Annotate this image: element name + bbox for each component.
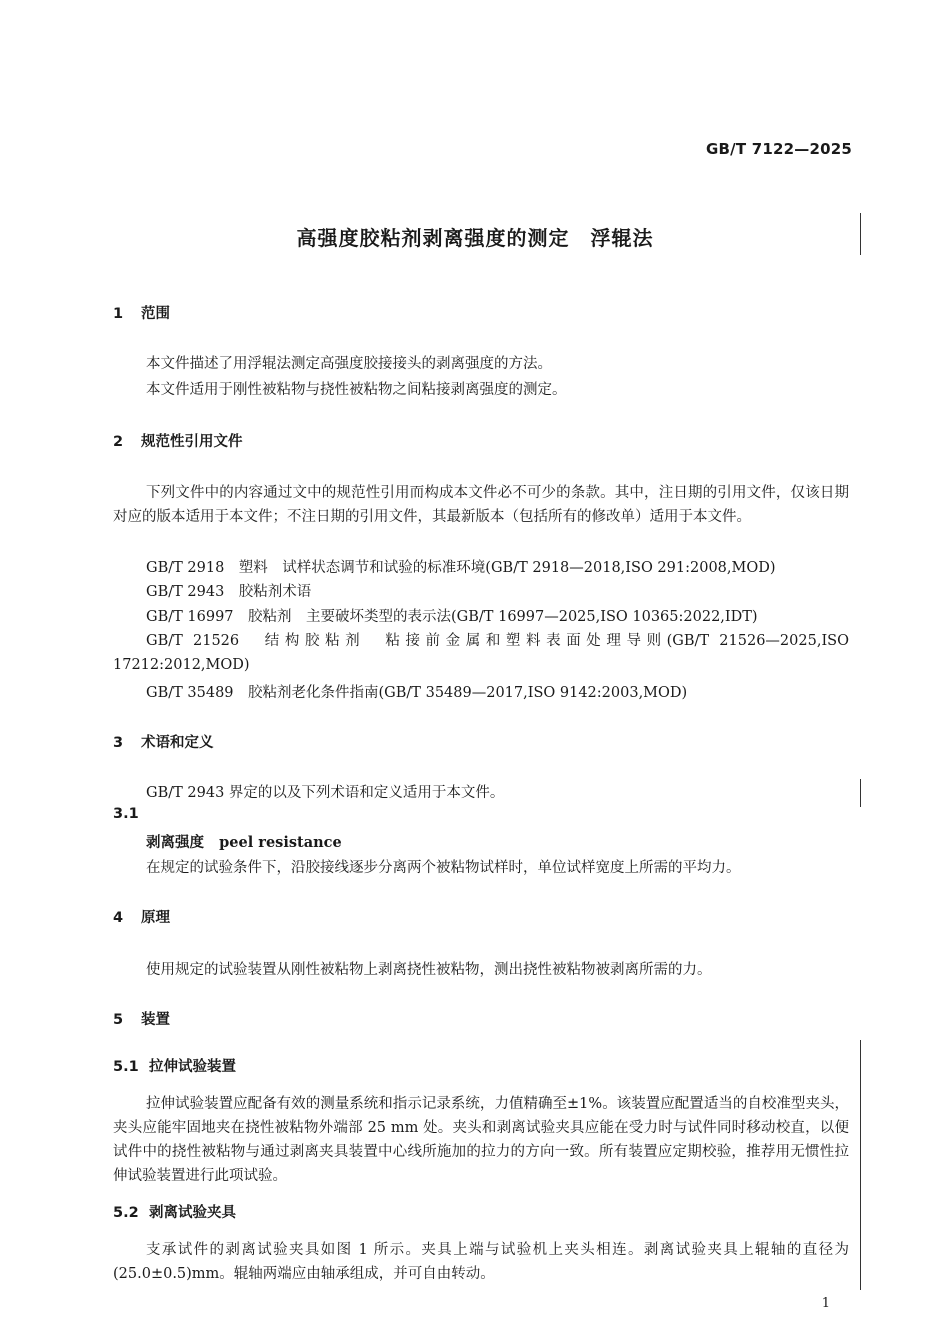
section-number: 4 <box>113 910 124 926</box>
standard-number: GB/T 7122—2025 <box>706 140 852 158</box>
term-number: 3.1 <box>113 806 139 822</box>
subsection-5-1-heading <box>113 1055 236 1076</box>
subsection-number: 5.1 <box>113 1059 139 1075</box>
section-2-intro: 下列文件中的内容通过文中的规范性引用而构成本文件必不可少的条款。其中，注日期的引用文件，仅该日期对应的版本适用于本文件；不注日期的引用文件，其最新版本（包括所有的修改单）适用于本文件。 <box>113 485 849 525</box>
document-title: 高强度胶粘剂剥离强度的测定 浮辊法 <box>296 226 654 250</box>
section-4-paragraph: 使用规定的试验装置从刚性被粘物上剥离挠性被粘物，测出挠性被粘物被剥离所需的力。 <box>146 962 712 978</box>
reference-item: GB/T 21526 结构胶粘剂 粘接前金属和塑料表面处理导则(GB/T 21526—2025,ISO 17212:2012,MOD) <box>113 633 849 673</box>
section-4-heading <box>113 906 170 927</box>
change-bar <box>860 213 861 255</box>
subsection-5-1-paragraph: 拉伸试验装置应配备有效的测量系统和指示记录系统，力值精确至±1%。该装置应配置适当的自校准型夹头，夹头应能牢固地夹在挠性被粘物外端部 25 mm 处。夹头和剥离试验夹具应能在受力时与试件同时移动校直，以便试件中的挠性被粘物与通过剥离夹具装置中心线所施加的拉力的方向一致。所有装置应定期校验，推荐用无惯性拉伸试验装置进行此项试验。 <box>113 1096 849 1184</box>
section-title: 范围 <box>141 306 170 322</box>
section-3-intro: GB/T 2943 界定的以及下列术语和定义适用于本文件。 <box>146 785 505 801</box>
section-title: 规范性引用文件 <box>141 434 243 450</box>
section-1-paragraph-2: 本文件适用于刚性被粘物与挠性被粘物之间粘接剥离强度的测定。 <box>146 382 567 398</box>
change-bar <box>860 1040 861 1290</box>
section-title: 原理 <box>141 910 170 926</box>
subsection-number: 5.2 <box>113 1205 139 1221</box>
subsection-5-2-heading <box>113 1201 236 1222</box>
section-number: 5 <box>113 1012 124 1028</box>
term-entry <box>146 831 342 852</box>
section-1-paragraph-1: 本文件描述了用浮辊法测定高强度胶接接头的剥离强度的方法。 <box>146 356 552 372</box>
reference-item: GB/T 2918 塑料 试样状态调节和试验的标准环境(GB/T 2918—2018,ISO 291:2008,MOD) <box>146 560 776 576</box>
section-number: 3 <box>113 735 124 751</box>
subsection-title: 拉伸试验装置 <box>149 1059 236 1075</box>
reference-item: GB/T 2943 胶粘剂术语 <box>146 584 312 600</box>
subsection-5-2-paragraph: 支承试件的剥离试验夹具如图 1 所示。夹具上端与试验机上夹头相连。剥离试验夹具上辊轴的直径为(25.0±0.5)mm。辊轴两端应由轴承组成，并可自由转动。 <box>113 1242 849 1282</box>
term-definition: 在规定的试验条件下，沿胶接线逐步分离两个被粘物试样时，单位试样宽度上所需的平均力。 <box>146 860 741 876</box>
term-chinese: 剥离强度 <box>146 835 204 851</box>
section-2-heading <box>113 430 243 451</box>
section-number: 2 <box>113 434 124 450</box>
reference-item: GB/T 16997 胶粘剂 主要破坏类型的表示法(GB/T 16997—2025,ISO 10365:2022,IDT) <box>146 609 758 625</box>
reference-item: GB/T 35489 胶粘剂老化条件指南(GB/T 35489—2017,ISO 9142:2003,MOD) <box>146 685 688 701</box>
change-bar <box>860 779 861 807</box>
section-3-heading <box>113 731 214 752</box>
section-title: 术语和定义 <box>141 735 214 751</box>
term-english: peel resistance <box>219 834 342 851</box>
page-number: 1 <box>821 1296 830 1311</box>
section-5-heading <box>113 1008 170 1029</box>
section-title: 装置 <box>141 1012 170 1028</box>
section-1-heading <box>113 302 170 323</box>
subsection-title: 剥离试验夹具 <box>149 1205 236 1221</box>
section-number: 1 <box>113 306 124 322</box>
